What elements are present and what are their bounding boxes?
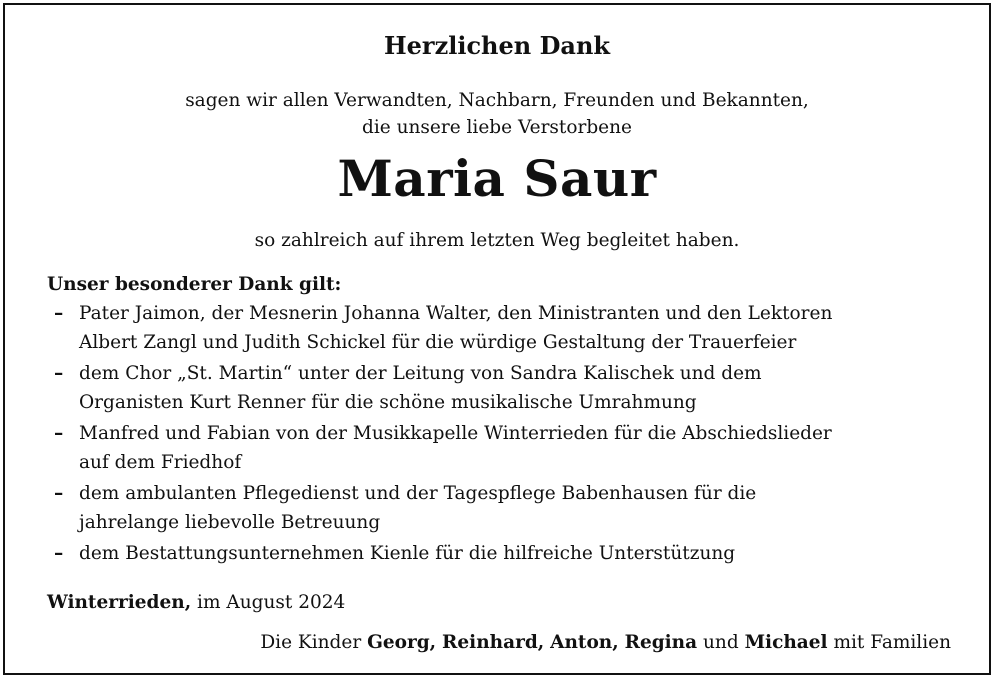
signature-suffix: mit Familien: [827, 632, 951, 653]
thanks-item-line-1: Manfred und Fabian von der Musikkapelle Winterrieden für die Abschiedslieder: [79, 423, 832, 444]
thanks-item: [47, 360, 967, 417]
thanks-item: [47, 480, 967, 537]
dash-bullet: –: [54, 363, 64, 384]
thanks-heading: Unser besonderer Dank gilt:: [47, 274, 342, 295]
signature-name: Anton,: [550, 632, 619, 653]
dash-bullet: –: [54, 423, 64, 444]
thanks-list: [47, 300, 967, 572]
dash-bullet: –: [54, 543, 64, 564]
signature-name: Georg,: [367, 632, 437, 653]
place: Winterrieden,: [47, 592, 192, 613]
thanks-item-line-1: dem Bestattungsunternehmen Kienle für die hilfreiche Unterstützung: [79, 543, 736, 564]
signature-connector: und: [697, 632, 745, 653]
signature: [260, 629, 951, 657]
thanks-item-line-2: Organisten Kurt Renner für die schöne musikalische Umrahmung: [79, 391, 697, 413]
thanks-item: [47, 300, 967, 357]
thanks-item-line-2: Albert Zangl und Judith Schickel für die würdige Gestaltung der Trauerfeier: [79, 331, 797, 353]
date: im August 2024: [191, 592, 346, 613]
signature-name: Michael: [744, 632, 828, 653]
dash-bullet: –: [54, 303, 64, 324]
intro-line-1: sagen wir allen Verwandten, Nachbarn, Freunden und Bekannten,: [185, 90, 809, 111]
deceased-name: Maria Saur: [337, 149, 657, 208]
dash-bullet: –: [54, 483, 64, 504]
intro-text: [5, 87, 989, 141]
thanks-item-line-1: dem ambulanten Pflegedienst und der Tagespflege Babenhausen für die: [79, 483, 757, 504]
notice-heading: Herzlichen Dank: [383, 31, 611, 60]
intro-line-2: die unsere liebe Verstorbene: [361, 117, 632, 138]
thanks-item-line-1: dem Chor „St. Martin“ unter der Leitung von Sandra Kalischek und dem: [79, 363, 762, 384]
thanks-item: [47, 540, 967, 569]
signature-prefix: Die Kinder: [260, 632, 368, 653]
signature-name: Reinhard,: [442, 632, 545, 653]
place-date: [47, 589, 345, 617]
thanks-item: [47, 420, 967, 477]
notice-frame: [3, 3, 991, 675]
thanks-item-line-1: Pater Jaimon, der Mesnerin Johanna Walter, den Ministranten und den Lektoren: [79, 303, 833, 324]
thanks-item-line-2: jahrelange liebevolle Betreuung: [79, 511, 381, 533]
signature-name: Regina: [624, 632, 698, 653]
subline-text: so zahlreich auf ihrem letzten Weg begleitet haben.: [254, 230, 740, 251]
thanks-item-line-2: auf dem Friedhof: [79, 451, 242, 473]
